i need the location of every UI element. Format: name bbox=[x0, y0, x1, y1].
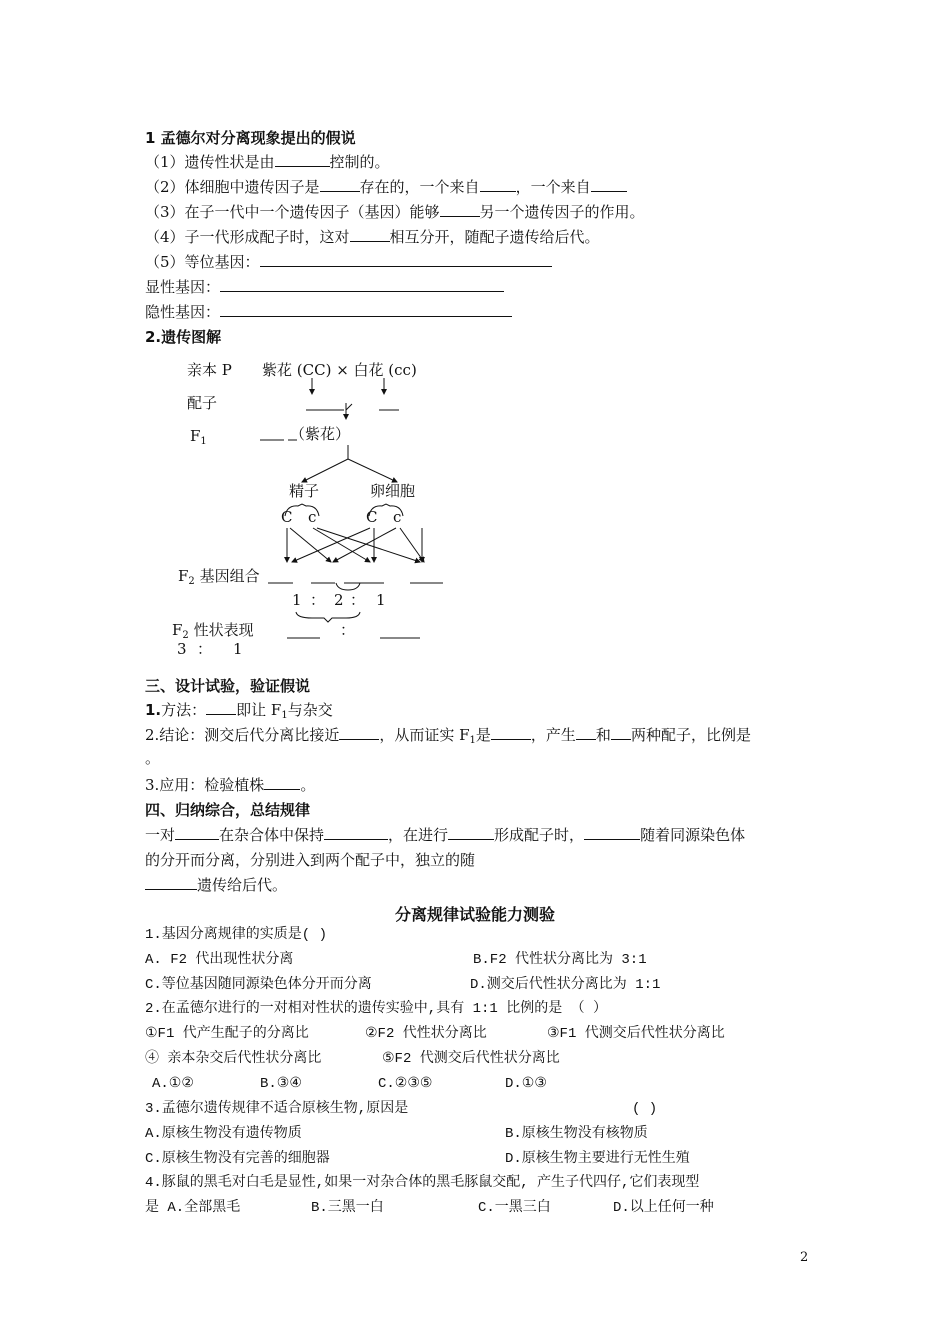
pheno-ratio-3: 3 bbox=[177, 640, 187, 658]
q4-option-c: C.一黑三白 bbox=[478, 1200, 551, 1216]
pheno-ratio-colon: ： bbox=[197, 640, 213, 658]
sperm-label: 精子 bbox=[289, 482, 320, 500]
q3-option-b: B.原核生物没有核物质 bbox=[505, 1126, 648, 1142]
q2-item-4: ④ 亲本杂交后代性状分离比 bbox=[145, 1051, 322, 1067]
q3-option-a: A.原核生物没有遗传物质 bbox=[145, 1126, 302, 1142]
q4-option-b: B.三黑一白 bbox=[311, 1200, 384, 1216]
q3-option-c: C.原核生物没有完善的细胞器 bbox=[145, 1151, 330, 1167]
allele-egg-C: C bbox=[366, 508, 378, 526]
q4: 4.豚鼠的黑毛对白毛是显性,如果一对杂合体的黑毛豚鼠交配, 产生子代四仔,它们表现型 bbox=[145, 1175, 700, 1191]
allele-egg-c: c bbox=[393, 508, 402, 526]
q3-answer-paren: ( ) bbox=[632, 1101, 658, 1117]
pheno-ratio-1: 1 bbox=[233, 640, 243, 658]
ratio-colon-1: ： bbox=[310, 591, 326, 609]
section4-title: 四、归纳综合，总结规律 bbox=[145, 801, 311, 819]
ratio-3: 1 bbox=[376, 591, 386, 609]
f1-text: （紫花） bbox=[290, 425, 351, 443]
s4-line2: 的分开而分离，分别进入到两个配子中，独立的随 bbox=[145, 851, 476, 869]
s3-conclusion: 2.结论：测交后代分离比接近 ，从而证实 $F_1$是 ，产生 和 两种配子，比例是 bbox=[145, 726, 751, 746]
parent-label: 亲本 P bbox=[187, 361, 232, 379]
section3-title: 三、设计试验，验证假说 bbox=[145, 677, 311, 695]
q1-option-b: B.F2 代性状分离比为 3:1 bbox=[473, 952, 647, 968]
q2-item-1: ①F1 代产生配子的分离比 bbox=[145, 1026, 309, 1042]
allele-sperm-C: C bbox=[281, 508, 293, 526]
q2-option-d: D.①③ bbox=[505, 1076, 547, 1092]
s1-line3: （3）在子一代中一个遗传因子（基因）能够 另一个遗传因子的作用。 bbox=[145, 203, 645, 221]
f1-label: $F_1$ bbox=[190, 427, 207, 447]
gamete-label: 配子 bbox=[187, 394, 218, 412]
q2-option-c: C.②③⑤ bbox=[378, 1076, 433, 1092]
parent-cross: 紫花 (CC) × 白花 (cc) bbox=[262, 361, 417, 379]
f2-genotype-label: $F_2$ 基因组合 bbox=[178, 567, 260, 587]
s4-line1: 一对 在杂合体中保持 ，在进行 形成配子时， 随着同源染色体 bbox=[145, 826, 746, 844]
s1-line1: （1）遗传性状是由 控制的。 bbox=[145, 153, 390, 171]
q1-option-d: D.测交后代性状分离比为 1:1 bbox=[470, 977, 661, 993]
q2-option-b: B.③④ bbox=[260, 1076, 302, 1092]
pheno-colon: ： bbox=[340, 621, 356, 639]
s1-recessive: 隐性基因： bbox=[145, 302, 512, 322]
s3-conclusion-end: 。 bbox=[145, 749, 161, 767]
q2-item-3: ③F1 代测交后代性状分离比 bbox=[547, 1026, 725, 1042]
q1-option-c: C.等位基因随同源染色体分开而分离 bbox=[145, 977, 372, 993]
s3-method: 1.方法： 即让 $F_1$与杂交 bbox=[145, 701, 333, 721]
q2-item-2: ②F2 代性状分离比 bbox=[365, 1026, 487, 1042]
q3-option-d: D.原核生物主要进行无性生殖 bbox=[505, 1151, 690, 1167]
quiz-title: 分离规律试验能力测验 bbox=[394, 905, 555, 924]
q1-option-a: A. F2 代出现性状分离 bbox=[145, 952, 294, 968]
f2-phenotype-label: $F_2$ 性状表现 bbox=[172, 621, 254, 641]
section1-title: 1 孟德尔对分离现象提出的假说 bbox=[145, 129, 356, 147]
s1-line4: （4）子一代形成配子时，这对 相互分开，随配子遗传给后代。 bbox=[145, 228, 600, 246]
q2: 2.在孟德尔进行的一对相对性状的遗传实验中,具有 1:1 比例的是 （ ） bbox=[145, 1001, 608, 1017]
section2-title: 2.遗传图解 bbox=[145, 328, 222, 346]
allele-sperm-c: c bbox=[308, 508, 317, 526]
q2-item-5: ⑤F2 代测交后代性状分离比 bbox=[382, 1051, 560, 1067]
s4-line3: 遗传给后代。 bbox=[145, 875, 287, 895]
egg-label: 卵细胞 bbox=[370, 482, 416, 500]
ratio-colon-2: ： bbox=[350, 591, 366, 609]
q3: 3.孟德尔遗传规律不适合原核生物,原因是 bbox=[145, 1101, 409, 1117]
page-number: 2 bbox=[800, 1250, 809, 1265]
q4-option-a: 是 A.全部黑毛 bbox=[145, 1200, 241, 1216]
ratio-1: 1 bbox=[292, 591, 302, 609]
q2-option-a: A.①② bbox=[152, 1076, 194, 1092]
s1-line2: （2）体细胞中遗传因子是 存在的，一个来自 ，一个来自 bbox=[145, 177, 627, 197]
q4-option-d: D.以上任何一种 bbox=[613, 1200, 714, 1216]
ratio-2: 2 bbox=[334, 591, 344, 609]
q1: 1.基因分离规律的实质是( ) bbox=[145, 927, 328, 943]
s1-line5: （5）等位基因： bbox=[145, 252, 552, 272]
s3-application: 3.应用：检验植株 。 bbox=[145, 776, 316, 794]
s1-dominant: 显性基因： bbox=[145, 277, 504, 297]
